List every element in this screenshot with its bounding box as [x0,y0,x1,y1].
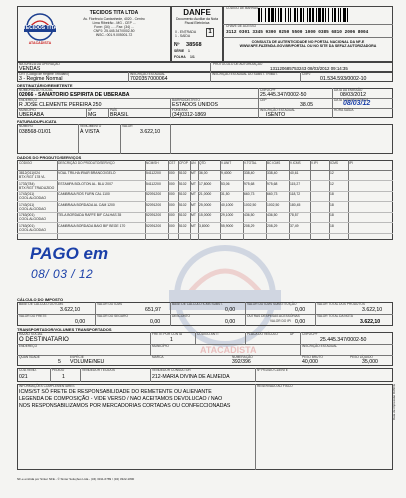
transp-pl-value: 35,000 [362,359,378,365]
total-value: 3.622,10 [360,319,381,325]
table-cell-un: MT [191,192,196,196]
produtos-header-cell: BC ICMS [267,161,281,165]
table-cell-qtd: 25,0000 [199,202,212,207]
fatura-header-valor: VALOR [122,123,133,128]
frete-value: 0,00 [75,319,86,325]
table-cell-vu: 31,50 [221,192,230,196]
table-cell-bc: 436,50 [267,213,278,217]
barcode-bar [300,8,302,22]
footer-right: Data de impressão DANFE [392,383,396,420]
barcode-bar [285,8,286,22]
chave-label: CHAVE DE ACESSO [226,24,257,28]
produtos-header-cell: V.IPI [311,161,318,165]
desconto-value: 0,00 [225,319,236,325]
table-cell-vt: 975,68 [244,181,255,186]
transp-frete-label: FRETE POR CONTA [152,331,183,336]
paid-date: 08/ 03 / 12 [31,267,94,281]
footer-left: NF-e emitida por Sinter NFE - © Sinter Soluções Ltda - (34) 3311-6789 / (34) 3322-1800 [17,477,135,481]
divider [50,368,51,382]
table-cell-code: 1743(011) [19,202,35,207]
table-cell-subdesc: BTX RGT 178 VL [19,175,46,180]
table-cell-ncm: 52091200 [146,223,162,228]
divider [210,72,211,82]
transp-num-value: 392/396 [232,359,251,365]
consulta-text: CONSULTA DE AUTENTICIDADE NO PORTAL NACIONAL DA NF-E WWW.NFE.FAZENDA.GOV.BR/PORTAL OU NO SITE DA SEFAZ AUTORIZADORA [239,40,377,49]
table-cell-picms: 12 [330,181,334,186]
table-cell-subdesc: COOL ALGODAO [19,227,47,232]
barcode-bar [312,8,314,22]
table-cell-subdesc: COOL ALGODAO [19,206,47,211]
natureza-label: NATUREZA DA OPERAÇÃO [19,61,60,66]
divider [300,332,301,355]
table-cell-vu: 9,4000 [221,171,232,175]
table-cell-vicms: 78,57 [290,213,299,217]
regime-label: CRT (Código de Regime Tributário) [19,71,70,76]
divider [78,124,79,154]
emitter-cnpj-label: CNPJ [302,71,311,76]
calculo-section-title: CÁLCULO DO IMPOSTO [17,297,64,302]
divider [315,302,316,326]
fatura-header-numero: NÚMERO [19,123,34,128]
table-cell-un: MT [191,213,196,217]
v-icms-value: 651,97 [145,307,161,313]
transp-nome-value: O DESTINATARIO [19,337,69,343]
serie-value: 1 [188,49,190,53]
produtos-header-cell: IPI [349,161,353,165]
table-cell-vt: 660,73 [244,192,255,196]
transp-uf-label: UF [290,331,295,336]
dest-municipio-label: MUNICÍPIO [19,107,36,112]
produtos-header-cell: CFOP [179,161,188,165]
produtos-header-cell: DESCRIÇÃO DO PRODUTO/SERVIÇO [58,161,115,165]
seguro-value: 0,00 [150,319,161,325]
vend-cod-label: COD.VEND. [19,367,37,372]
table-cell-code: 3812(011)024 [19,171,40,175]
transp-mun-label: MUNICÍPIO [152,343,169,348]
dest-hora-label: HORA SAÍDA [334,107,354,112]
table-cell-cfop: 5102 [179,213,187,217]
table-cell-cst: 000 [169,171,175,175]
protocolo-value: 131120685753243 08/03/2012 09:14:35 [270,66,348,71]
table-cell-desc: VOAL TRILHA IRIAR BRANCO/GELO [58,171,116,175]
produtos-header-cell: ICMS [330,161,338,165]
divider [150,332,151,355]
adicionais-line-1: ICMS/ST SÓ FRETE DE RESPONSABILIDADE DO REMETENTE OU ALIENANTE [19,389,212,395]
transp-nome-label: RAZÃO SOCIAL [19,331,43,336]
table-cell-bc: 208,29 [267,223,278,228]
chave-value: 3112 0301 3345 9300 0250 5500 1000 0385 6810 2006 8004 [226,30,369,35]
table-cell-ncm: 52091200 [146,202,162,207]
v-st-value: 0,00 [295,307,306,313]
total-label: VALOR TOTAL DA NOTA [317,313,353,318]
divider [170,98,171,118]
table-cell-subdesc: COOL ALGODAO [19,196,47,201]
barcode-bar [294,8,296,22]
table-cell-cst: 000 [169,202,175,207]
dest-ie-value: ISENTO [266,112,286,118]
table-cell-ncm: 54112200 [146,171,161,175]
divider [245,332,246,344]
transp-qtd-label: QUANTIDADE [19,354,40,359]
table-cell-cst: 000 [169,181,175,186]
transp-marca-label: MARCA [152,354,164,359]
table-cell-code: 1733(784) [19,181,35,186]
dest-bairro-value: ESTADOS UNIDOS [172,102,219,108]
produtos-header-cell: UN [191,161,196,165]
table-cell-vt: 436,50 [244,213,255,217]
emitter-cnpj-value: 01.534.593/0002-10 [320,76,367,82]
watermark-text: ATACADISTA [200,345,257,355]
transp-pb-label: PESO BRUTO [302,354,323,359]
table-cell-vt: 338,40 [244,171,255,175]
table-cell-bc: 660,73 [267,192,278,196]
table-cell-qtd: 17,8000 [199,181,212,186]
divider [310,160,311,240]
barcode-bar [297,8,298,22]
dest-ie-label: INSCRIÇÃO ESTADUAL [260,107,296,112]
entrada-label: 0 - ENTRADA [175,30,197,34]
barcode-bar [309,8,311,22]
barcode-label: CÓDIGO DE BARRAS [226,6,259,10]
transp-pl-label: PESO LÍQUIDO [350,354,373,359]
divider [348,160,349,240]
transp-frete-value: 1 [170,337,173,343]
fatura-valor: 3.622,10 [140,129,161,135]
divider [108,108,109,118]
fatura-numero: 038568-01/01 [19,129,52,135]
divider [210,62,211,72]
bc-icms-label: BASE DE CÁLCULO DO ICMS [19,301,64,306]
divider [17,233,393,234]
nf-number: 38568 [186,42,202,48]
table-cell-desc: CAMBRAIA BORDADA BAIO BIF BEGE 170 [58,223,126,228]
fatura-vencimento: À VISTA [80,129,100,135]
dest-uf-value: MG [88,112,97,118]
table-cell-vicms: 180,45 [290,202,301,207]
dest-fone-label: FONE/FAX [172,107,188,112]
dest-nome-value: 02066 - SANATORIO ESPIRITA DE UBERABA [19,92,130,98]
table-cell-desc: CAMBRAIA ROS FURN CAL 1100 [58,192,110,196]
table-cell-desc: CAMBRAIA BORDADA AL CAM 1200 [58,202,115,207]
fatura-box [17,124,393,154]
transp-placa-label: PLACA DO VEÍCULO [247,331,278,336]
adicionais-line-3: NOS RESPONSABILIZAMOS POR MERCADORIAS CORTADAS OU CONFECCIONADAS [19,403,231,409]
dest-pais-label: PAÍS [110,107,118,112]
divider [195,332,196,344]
table-cell-picms: 18 [330,223,334,228]
barcode-bar [290,8,291,22]
dest-saida-label: DATA SAÍDA/ENTRADA [334,97,369,102]
v-prod-value: 3.622,10 [362,307,383,313]
bc-icms-value: 3.622,10 [60,307,81,313]
barcode-bar [334,8,336,22]
desconto-label: DESCONTO [172,313,191,318]
table-cell-qtd: 36,00 [199,171,208,175]
table-cell-vicms: 37,49 [290,223,299,228]
transp-qtd-value: 5 [58,359,61,365]
v-prod-label: VALOR TOTAL DOS PRODUTOS [317,301,365,306]
divider [300,72,301,82]
outras-value: 0,00 [295,319,306,325]
company-logo [22,10,58,50]
barcode-bar [325,8,326,22]
produtos-header-cell: QTD [199,161,206,165]
fatura-header-vencimento: VENCIMENTO [80,123,102,128]
natureza-value: VENDAS [19,66,41,72]
barcode-bar [268,8,270,22]
fatura-section-title: FATURA/DUPLICATA [17,119,57,124]
dest-cnpj-value: 25.445.347/0002-50 [260,92,307,98]
divider [128,72,129,82]
produtos-header-cell: V.TOTAL [244,161,257,165]
barcode-bar [307,8,308,22]
dest-cep-value: 38.05 [300,102,313,108]
table-cell-code: 1763(001) [19,223,35,228]
table-cell-qtd: 21,0000 [199,192,212,196]
divider [170,302,171,326]
transporte-section-title: TRANSPORTADOR/VOLUMES TRANSPORTADOS [17,327,112,332]
seguro-label: VALOR DO SEGURO [97,313,128,318]
danfe-title: DANFE [183,8,211,17]
barcode [258,8,388,22]
barcode-bar [343,8,346,22]
barcode-bar [261,8,262,22]
table-cell-bc: 1002,50 [267,202,280,207]
produtos-header-cell: NCM/SH [146,161,159,165]
nf-number-label: Nº [174,42,180,48]
barcode-bar [288,8,289,22]
table-cell-ncm: 52091200 [146,213,162,217]
table-cell-cfop: 5102 [179,202,187,207]
folha-label: FOLHA [174,55,186,59]
regime-value: 3 - Regime Normal [19,76,63,82]
dest-nome-label: NOME/RAZÃO SOCIAL [19,87,54,92]
table-cell-cst: 000 [169,192,175,196]
table-cell-vu: 55,9000 [221,223,234,228]
dest-pais-value: BRASIL [110,112,129,118]
divider [170,124,171,154]
barcode-bar [340,8,341,22]
saida-label: 1 - SAÍDA [175,34,191,38]
dest-endereco-value: R JOSE CLEMENTE PEREIRA 250 [19,102,102,108]
dest-cep-label: CEP [260,97,267,102]
ie-st-label: INSCRIÇÃO ESTADUAL DO SUBST. TRIBUT. [212,71,278,76]
divider [95,302,96,326]
divider [223,37,393,38]
table-cell-cfop: 5102 [179,192,187,196]
folha-value: 1/1 [190,55,195,59]
transp-cnpj-label: CNPJ/CPF [302,331,318,336]
barcode-bar [303,8,304,22]
table-cell-code: 1763(001) [19,213,35,217]
transp-antt-label: CÓDIGO ANTT [197,331,219,336]
v-icms-label: VALOR DO ICMS [97,301,123,306]
barcode-bar [278,8,279,22]
paid-stamp: PAGO em [30,244,109,263]
ie-label: INSCRIÇÃO ESTADUAL [130,71,166,76]
produtos-header-cell: V.UNIT [221,161,232,165]
vend-pedido-label: PEDIDO [52,367,65,372]
divider [332,88,333,118]
table-cell-un: MT [191,223,196,228]
company-name: TECIDOS TITA LTDA [89,10,139,16]
table-cell-subdesc: COOL ALGODAO [19,217,47,222]
transp-cnpj-value: 25.445.347/0002-50 [320,337,367,343]
table-cell-qtd: 15,0000 [199,213,212,217]
barcode-bar [316,8,317,22]
vend-pedido-cliente-label: Nº PEDIDO CLIENTE [257,367,288,372]
table-cell-desc: ESTAMPA BOLOTON AL. BLU 2007 [58,181,113,186]
barcode-bar [328,8,329,22]
ipi-label: VALOR DO IPI [270,319,292,323]
table-cell-vu: 53,06 [221,181,230,186]
divider [255,368,256,382]
transp-pb-value: 40,000 [302,359,318,365]
company-address: Av. Florêncio Cantanhede, 4020 - Centro Lima Ribeirão - MG - CEP ... Fone: (34) ... - Fax: (34) ... CNPJ: 25.445.347/0002-50 INSC.: 001.9.005001-72 [83,17,145,37]
barcode-bar [347,8,348,22]
table-cell-ncm: 52091200 [146,192,162,196]
divider [258,88,259,118]
divider [80,368,81,382]
table-cell-picms: 18 [330,192,334,196]
dest-bairro-label: BAIRRO/DISTRITO [172,97,200,102]
table-cell-cfop: 5102 [179,171,187,175]
barcode-bar [258,8,260,22]
table-cell-cfop: 5102 [179,181,187,186]
v-st-label: VALOR DO ICMS SUBSTITUIÇÃO [247,301,297,306]
destinatario-section-title: DESTINATÁRIO/REMETENTE [17,83,73,88]
barcode-bar [265,8,266,22]
dest-fone-value: (34)0312-1869 [172,112,207,118]
dest-emissao-label: DATA DA EMISSÃO [334,87,363,92]
table-cell-ncm: 54112200 [146,181,161,186]
adicionais-line-2: LEGENDA DE COMPOSIÇÃO - VIDE VERSO / NAO ACEITAMOS DEVOLUCAO / NAO [19,396,223,402]
table-cell-desc: TELA BORDADA RAFFE BIF CALHAS 35 [58,213,122,217]
protocolo-label: PROTOCOLO DE AUTORIZAÇÃO [213,61,263,66]
barcode-bar [332,8,333,22]
vend-cons-value: 212-MARIA DIVINA DE ALMEIDA [152,374,230,380]
transp-especie-label: ESPÉCIE [70,354,84,359]
table-cell-vicms: 118,72 [290,192,301,196]
barcode-bar [280,8,282,22]
frete-label: VALOR DO FRETE [19,313,47,318]
table-cell-picms: 12 [330,171,334,175]
dest-emissao-value: 08/03/2012 [340,92,366,98]
produtos-header-cell: CST [169,161,176,165]
danfe-subtitle: Documento Auxiliar da Nota Fiscal Eletrônica [175,17,219,25]
logo-text: TECIDOS TITA [22,25,58,31]
table-cell-cfop: 5102 [179,223,187,228]
table-cell-un: MT [191,202,196,207]
serie-label: SÉRIE [174,49,185,53]
table-cell-vicms: 40,61 [290,171,299,175]
vend-tec-label: VENDEDOR TECIDOS [82,367,116,372]
barcode-bar [322,8,324,22]
divider [150,368,151,382]
tipo-value: 1 [208,29,212,35]
barcode-bar [318,8,321,22]
divider [86,108,87,118]
divider [255,384,256,470]
produtos-header-cell: CÓDIGO [19,161,32,165]
table-cell-vt: 208,29 [244,223,255,228]
transp-especie-value: VOLUME/NEU [70,359,105,365]
table-cell-un: MT [191,181,196,186]
table-cell-un: MT [191,171,196,175]
table-cell-subdesc: BTX RGT TRADUZIDO [19,185,55,190]
outras-label: OUTRAS DESPESAS ACESSÓRIAS [247,313,300,318]
dest-cnpj-label: CNPJ/CPF [260,87,276,92]
transp-end-label: ENDEREÇO [19,343,38,348]
transp-num-label: NUMERAÇÃO [232,354,253,359]
table-cell-picms: 18 [330,213,334,217]
table-cell-vicms: 115,27 [290,181,301,186]
divider [245,302,246,326]
logo-subtitle: ATACADISTA [28,41,52,45]
table-cell-vu: 29,1000 [221,213,234,217]
table-cell-code: 1743(011) [19,192,35,196]
table-cell-vu: 40,1000 [221,202,234,207]
vend-cons-label: VENDEDOR CONSULTOR [152,367,191,372]
vend-pedido-value: 1 [62,374,65,380]
adicionais-label: INFORMAÇÕES COMPLEMENTARES [19,383,75,388]
dest-municipio-value: UBERABA [19,112,44,118]
table-cell-vt: 1002,50 [244,202,257,207]
dest-saida-value: 08/03/12 [343,100,371,107]
transp-ie-label: INSCRIÇÃO ESTADUAL [302,343,338,348]
ie-value: 7020357000064 [130,76,168,82]
bc-st-value: 0,00 [225,307,236,313]
barcode-bar [338,8,339,22]
table-cell-qtd: 3,8000 [199,223,210,228]
reservado-fisco-label: RESERVADO AO FISCO [257,383,293,388]
barcode-bar [275,8,276,22]
bc-st-label: BASE DE CÁLCULO ICMS SUBST. [172,301,223,306]
table-cell-bc: 975,68 [267,181,278,186]
produtos-section-title: DADOS DO PRODUTO/SERVIÇOS [17,155,82,160]
dest-uf-label: UF [88,107,93,112]
dest-endereco-label: ENDEREÇO [19,97,38,102]
table-cell-picms: 18 [330,202,334,207]
table-cell-cst: 000 [169,223,175,228]
table-cell-bc: 338,40 [267,171,278,175]
divider [120,124,121,154]
barcode-bar [271,8,274,22]
vend-cod-value: 021 [19,374,28,380]
table-cell-cst: 000 [169,213,175,217]
produtos-header-cell: V.ICMS [290,161,301,165]
